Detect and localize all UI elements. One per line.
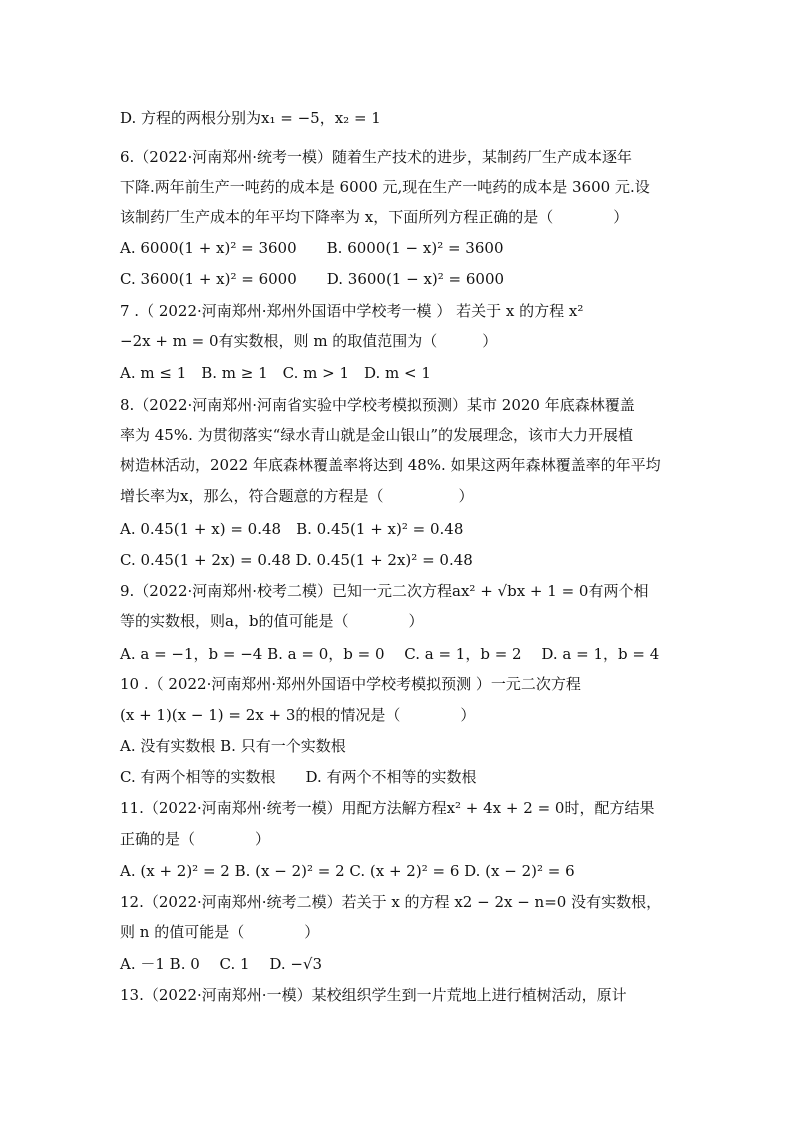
text-line: 12.（2022·河南郑州·统考二模）若关于 x 的方程 x2 − 2x − n=0 没有实数根， <box>120 893 662 911</box>
text-line: 树造林活动，2022 年底森林覆盖率将达到 48%. 如果这两年森林覆盖率的年平均 <box>120 456 661 474</box>
text-line: D. 方程的两根分别为x₁ = −5，x₂ = 1 <box>120 109 381 127</box>
text-line: A. 0.45(1 + x) = 0.48 B. 0.45(1 + x)² = 0.48 <box>120 520 464 538</box>
text-line: 则 n 的值可能是（ ） <box>120 923 320 941</box>
text-line: 等的实数根，则a，b的值可能是（ ） <box>120 612 424 630</box>
text-line: A. 6000(1 + x)² = 3600 B. 6000(1 − x)² = 3600 <box>120 239 504 257</box>
text-line: 该制药厂生产成本的年平均下降率为 x，下面所列方程正确的是（ ） <box>120 208 629 226</box>
text-line: C. 有两个相等的实数根 D. 有两个不相等的实数根 <box>120 768 477 786</box>
text-line: A. 没有实数根 B. 只有一个实数根 <box>120 737 346 755</box>
text-line: 增长率为x，那么，符合题意的方程是（ ） <box>120 487 474 505</box>
text-line: A. －1 B. 0 C. 1 D. −√3 <box>120 955 323 973</box>
text-line: A. (x + 2)² = 2 B. (x − 2)² = 2 C. (x + 2)² = 6 D. (x − 2)² = 6 <box>120 862 575 880</box>
text-line: C. 0.45(1 + 2x) = 0.48 D. 0.45(1 + 2x)² = 0.48 <box>120 551 473 569</box>
text-line: 9.（2022·河南郑州·校考二模）已知一元二次方程ax² + √bx + 1 = 0有两个相 <box>120 582 649 600</box>
text-line: A. a = −1，b = −4 B. a = 0，b = 0 C. a = 1，b = 2 D. a = 1，b = 4 <box>120 645 660 663</box>
text-line: 10 .（ 2022·河南郑州·郑州外国语中学校考模拟预测 ）一元二次方程 <box>120 675 581 693</box>
text-line: 正确的是（ ） <box>120 830 271 848</box>
text-line: 率为 45%. 为贯彻落实“绿水青山就是金山银山”的发展理念，该市大力开展植 <box>120 426 633 444</box>
text-line: 13.（2022·河南郑州·一模）某校组织学生到一片荒地上进行植树活动，原计 <box>120 986 627 1004</box>
text-line: 6.（2022·河南郑州·统考一模）随着生产技术的进步，某制药厂生产成本逐年 <box>120 148 633 166</box>
text-line: 8.（2022·河南郑州·河南省实验中学校考模拟预测）某市 2020 年底森林覆盖 <box>120 396 635 414</box>
text-line: A. m ≤ 1 B. m ≥ 1 C. m > 1 D. m < 1 <box>120 364 431 382</box>
text-line: 11.（2022·河南郑州·统考一模）用配方法解方程x² + 4x + 2 = 0时，配方结果 <box>120 799 655 817</box>
text-line: −2x + m = 0有实数根，则 m 的取值范围为（ ） <box>120 332 498 350</box>
text-line: (x + 1)(x − 1) = 2x + 3的根的情况是（ ） <box>120 706 476 724</box>
text-line: 下降.两年前生产一吨药的成本是 6000 元,现在生产一吨药的成本是 3600 元.设 <box>120 178 650 196</box>
text-line: C. 3600(1 + x)² = 6000 D. 3600(1 − x)² = 6000 <box>120 270 505 288</box>
text-line: 7 .（ 2022·河南郑州·郑州外国语中学校考一模 ） 若关于 x 的方程 x² <box>120 302 584 320</box>
